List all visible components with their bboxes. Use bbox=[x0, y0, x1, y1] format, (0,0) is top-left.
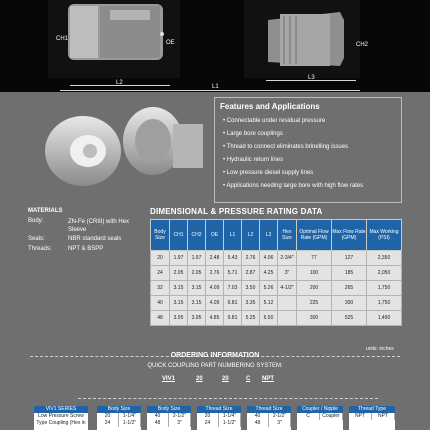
table-cell bbox=[278, 296, 297, 311]
ordering-box-coupler-nipple bbox=[297, 406, 343, 430]
table-cell: 2.48 bbox=[206, 251, 224, 266]
ordering-box-cell: 1-1/4" bbox=[119, 413, 141, 420]
table-cell: 20 bbox=[151, 251, 170, 266]
table-cell: 3.15 bbox=[188, 296, 206, 311]
table-cell: 127 bbox=[332, 251, 367, 266]
material-label: Seals: bbox=[28, 236, 45, 242]
l2-label: L2 bbox=[116, 80, 123, 86]
table-cell: 3.15 bbox=[170, 281, 188, 296]
table-cell: 3.95 bbox=[188, 311, 206, 326]
ordering-box-body-size bbox=[147, 406, 191, 430]
material-value: NPT & BSPP bbox=[68, 246, 104, 252]
col-header: Optimal Flow Rate (GPM) bbox=[297, 220, 332, 251]
table-cell: 4-1/2" bbox=[278, 281, 297, 296]
features-title: Features and Applications bbox=[220, 102, 320, 111]
col-header: CH1 bbox=[170, 220, 188, 251]
ordering-box-header: Coupler / Nipple bbox=[297, 406, 343, 413]
col-header: CH2 bbox=[188, 220, 206, 251]
ordering-box-cell: 1-1/2" bbox=[119, 420, 141, 427]
oe-label: OE bbox=[166, 40, 175, 46]
ordering-box-cell: 2-1/2" bbox=[169, 413, 191, 420]
ordering-box-cell: Coupler bbox=[320, 413, 343, 420]
ordering-box-cell: NPT bbox=[349, 413, 372, 420]
coupling-pair-image bbox=[28, 96, 208, 196]
ordering-box-header: Body Size bbox=[147, 406, 191, 413]
l3-label: L3 bbox=[308, 75, 315, 81]
table-cell: 265 bbox=[332, 281, 367, 296]
ordering-box-header: VIV1 SERIES bbox=[34, 406, 88, 413]
table-row bbox=[151, 266, 402, 281]
ordering-box-cell: Low Pressure Screw bbox=[38, 413, 84, 419]
col-header: Max Working (PSI) bbox=[367, 220, 402, 251]
table-cell: 9.81 bbox=[224, 311, 242, 326]
col-header: L2 bbox=[242, 220, 260, 251]
ordering-box-cell: 24 bbox=[197, 420, 219, 427]
l1-line bbox=[60, 90, 360, 91]
ordering-box-header: Thread Size bbox=[197, 406, 241, 413]
material-label: Body: bbox=[28, 218, 44, 224]
nipple-drawing bbox=[244, 0, 360, 78]
table-cell: 225 bbox=[297, 296, 332, 311]
code-part-body: 20 bbox=[196, 376, 203, 382]
table-cell: 4.06 bbox=[260, 251, 278, 266]
col-header: OE bbox=[206, 220, 224, 251]
table-cell: 77 bbox=[297, 251, 332, 266]
ordering-box-thread-type bbox=[349, 406, 395, 430]
table-cell: 5.25 bbox=[242, 311, 260, 326]
feature-item: • Hydraulic return lines bbox=[223, 157, 284, 163]
table-cell: 3.15 bbox=[188, 281, 206, 296]
table-cell: 2,050 bbox=[367, 266, 402, 281]
table-cell: 7.03 bbox=[224, 281, 242, 296]
table-cell: 4.25 bbox=[260, 266, 278, 281]
ordering-box-thread-size bbox=[247, 406, 291, 430]
col-header: Body Size bbox=[151, 220, 170, 251]
features-panel bbox=[214, 97, 402, 203]
table-cell: 2.05 bbox=[170, 266, 188, 281]
table-cell: 5.43 bbox=[224, 251, 242, 266]
table-cell: 200 bbox=[297, 281, 332, 296]
table-cell: 4.85 bbox=[206, 311, 224, 326]
materials-title: MATERIALS bbox=[28, 208, 63, 214]
table-cell: 2.87 bbox=[242, 266, 260, 281]
ordering-box-header: Thread Type bbox=[349, 406, 395, 413]
table-cell: 3" bbox=[278, 266, 297, 281]
table-cell: 3.95 bbox=[170, 311, 188, 326]
feature-item: • Large bore couplings bbox=[223, 131, 283, 137]
table-cell: 2,350 bbox=[367, 251, 402, 266]
ordering-box-cell: 24 bbox=[97, 420, 119, 427]
material-value: NBR standard seals bbox=[68, 236, 122, 242]
feature-item: • Low pressure diesel supply lines bbox=[223, 170, 314, 176]
table-cell: 3.50 bbox=[242, 281, 260, 296]
table-row bbox=[151, 311, 402, 326]
table-cell: 2-3/4" bbox=[278, 251, 297, 266]
ordering-box-cell: 3" bbox=[269, 420, 291, 427]
table-cell: 300 bbox=[297, 311, 332, 326]
rating-table bbox=[150, 219, 402, 326]
table-cell: 1,490 bbox=[367, 311, 402, 326]
table-cell: 6.50 bbox=[260, 311, 278, 326]
ordering-box-cell: NPT bbox=[372, 413, 395, 420]
table-cell: 5.71 bbox=[224, 266, 242, 281]
table-cell: 5.12 bbox=[260, 296, 278, 311]
feature-item: • Connectable under residual pressure bbox=[223, 118, 326, 124]
table-cell: 2.05 bbox=[188, 266, 206, 281]
code-part-series: VIV1 bbox=[162, 376, 176, 382]
table-cell: 3.35 bbox=[242, 296, 260, 311]
table-cell: 3.15 bbox=[170, 296, 188, 311]
ch2-label: CH2 bbox=[356, 42, 369, 48]
table-cell: 2.76 bbox=[206, 266, 224, 281]
ordering-connector bbox=[78, 398, 378, 399]
ordering-box-cell: C bbox=[297, 413, 320, 420]
ordering-box-cell: 3" bbox=[169, 420, 191, 427]
col-header: Hex Size bbox=[278, 220, 297, 251]
ordering-box-cell: 1-1/2" bbox=[219, 420, 241, 427]
table-cell: 1.97 bbox=[170, 251, 188, 266]
ordering-box-cell: 40 bbox=[147, 413, 169, 420]
ordering-box-cell: 20 bbox=[197, 413, 219, 420]
table-cell: 24 bbox=[151, 266, 170, 281]
table-cell: 40 bbox=[151, 296, 170, 311]
ordering-box-header: Body Size bbox=[97, 406, 141, 413]
col-header: Max Flow Rate (GPM) bbox=[332, 220, 367, 251]
ordering-box-cell: 48 bbox=[247, 420, 269, 427]
feature-item: • Applications needing large bore with high flow rates bbox=[223, 183, 364, 189]
table-cell: 300 bbox=[332, 296, 367, 311]
units-note: units: inches bbox=[366, 346, 394, 352]
table-cell: 32 bbox=[151, 281, 170, 296]
col-header: L1 bbox=[224, 220, 242, 251]
table-header-row bbox=[151, 220, 402, 251]
material-label: Threads: bbox=[28, 246, 52, 252]
ordering-box-cell: 2-1/2" bbox=[269, 413, 291, 420]
table-cell: 525 bbox=[332, 311, 367, 326]
l1-label: L1 bbox=[212, 84, 219, 90]
table-cell: 6.81 bbox=[224, 296, 242, 311]
code-part-thread: 20 bbox=[222, 376, 229, 382]
ordering-box-thread-size bbox=[197, 406, 241, 430]
table-cell: 100 bbox=[297, 266, 332, 281]
col-header: L3 bbox=[260, 220, 278, 251]
table-cell: 185 bbox=[332, 266, 367, 281]
ordering-subtitle: QUICK COUPLING PART NUMBERING SYSTEM: bbox=[147, 363, 283, 369]
ordering-box-cell: 48 bbox=[147, 420, 169, 427]
table-cell: 4.09 bbox=[206, 281, 224, 296]
ordering-box-cell: 1-1/4" bbox=[219, 413, 241, 420]
code-part-type: C bbox=[246, 376, 251, 382]
material-value: ZN-Fe (CRIII) with Hex Sleeve bbox=[68, 219, 130, 233]
code-part-thread-type: NPT bbox=[262, 376, 274, 382]
ordering-box-cell: 40 bbox=[247, 413, 269, 420]
table-cell: 4.09 bbox=[206, 296, 224, 311]
materials-panel bbox=[28, 208, 146, 264]
table-row bbox=[151, 281, 402, 296]
table-cell: 2.76 bbox=[242, 251, 260, 266]
ordering-box-cell: Type Coupling (Hex in bbox=[36, 420, 86, 426]
table-row bbox=[151, 251, 402, 266]
table-cell: 1,750 bbox=[367, 281, 402, 296]
ordering-box-cell: 20 bbox=[97, 413, 119, 420]
table-cell: 1.97 bbox=[188, 251, 206, 266]
nipple-illustration bbox=[244, 0, 360, 78]
table-cell: 5.26 bbox=[260, 281, 278, 296]
ordering-box-header: Thread Size bbox=[247, 406, 291, 413]
product-photo bbox=[28, 96, 208, 196]
table-cell: 48 bbox=[151, 311, 170, 326]
table-cell: 1,750 bbox=[367, 296, 402, 311]
ordering-title: ORDERING INFORMATION bbox=[170, 352, 260, 359]
feature-item: • Thread to connect eliminates brinelling issues bbox=[223, 144, 349, 150]
rating-table-title: DIMENSIONAL & PRESSURE RATING DATA bbox=[150, 207, 323, 216]
ch1-label: CH1 bbox=[56, 36, 69, 42]
table-cell bbox=[278, 311, 297, 326]
ordering-box-body-size bbox=[97, 406, 141, 430]
table-row bbox=[151, 296, 402, 311]
ordering-box-series bbox=[34, 406, 88, 430]
